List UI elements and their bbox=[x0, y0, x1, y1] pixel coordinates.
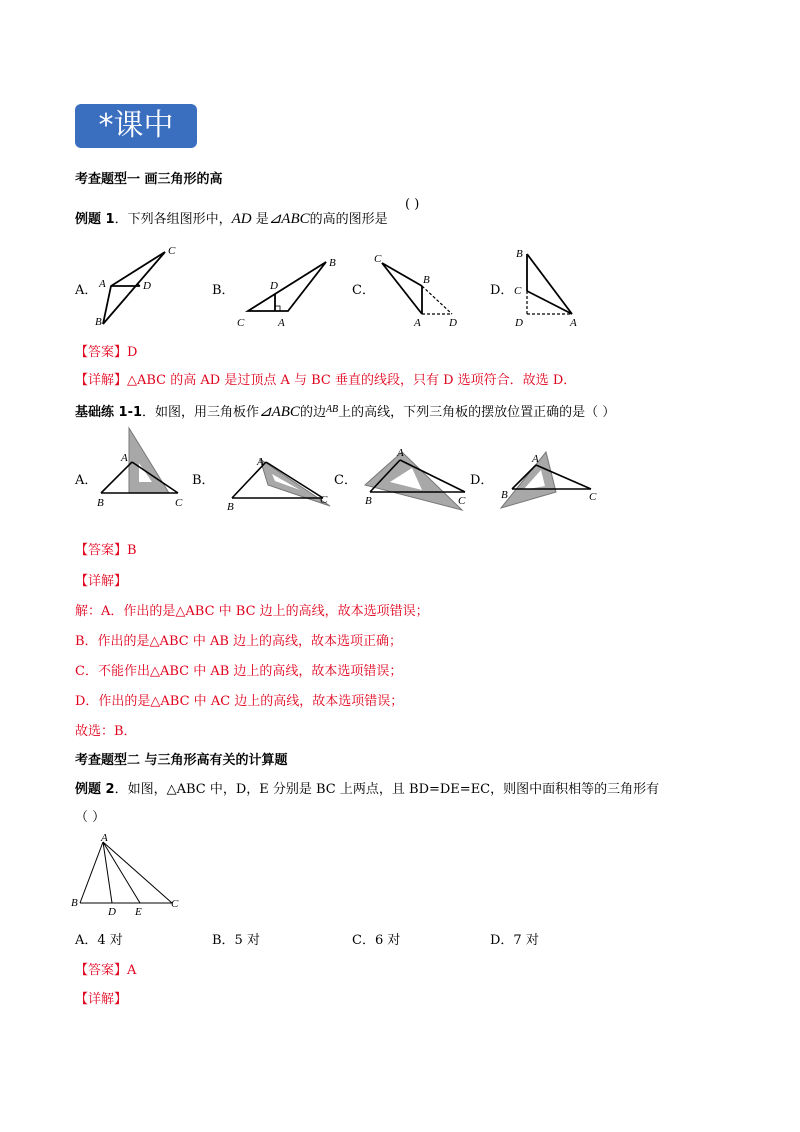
label: D bbox=[108, 906, 116, 917]
ex2-figure bbox=[68, 832, 180, 917]
q-text: ．下列各组图形中， bbox=[114, 212, 232, 227]
detail-line: 故选：B． bbox=[75, 724, 137, 739]
detail-line: B．作出的是△ABC 中 AB 边上的高线，故本选项正确； bbox=[75, 634, 403, 649]
label: B bbox=[95, 316, 102, 328]
label: D bbox=[515, 317, 523, 329]
example-1-question bbox=[75, 211, 388, 228]
practice-1-1-detail-head: 【详解】 bbox=[75, 574, 128, 589]
ex1-figure-b bbox=[228, 254, 343, 334]
lesson-badge: *课中 bbox=[75, 104, 197, 148]
label: A bbox=[278, 317, 285, 329]
label: B bbox=[423, 274, 430, 286]
label: B bbox=[227, 501, 234, 513]
label: B bbox=[501, 489, 508, 501]
q-text: ．如图，△ABC 中，D，E 分别是 BC 上两点，且 BD=DE=EC，则图中面积相等的三角形有 bbox=[114, 782, 660, 797]
label: C bbox=[175, 497, 183, 509]
label: A bbox=[257, 456, 264, 468]
label: C bbox=[458, 495, 466, 507]
ex1-option-a: A． bbox=[75, 283, 98, 298]
ex1-figure-c bbox=[370, 248, 470, 333]
pr-option-c: C． bbox=[334, 473, 357, 488]
label: C bbox=[168, 245, 176, 257]
section-title-2: 考查题型二 与三角形高有关的计算题 bbox=[75, 753, 288, 768]
ex1-option-c: C． bbox=[352, 283, 375, 298]
label: D bbox=[270, 280, 278, 292]
example-1-answer: 【答案】D bbox=[75, 345, 138, 360]
ex2-option-d: D．7 对 bbox=[490, 933, 539, 948]
example-2-label: 例题 2 bbox=[75, 782, 115, 797]
label: C bbox=[514, 285, 522, 297]
q-text: 的边 bbox=[299, 405, 326, 420]
ex2-option-b: B．5 对 bbox=[212, 933, 260, 948]
section-title-1: 考查题型一 画三角形的高 bbox=[75, 172, 223, 187]
detail-line: C．不能作出△ABC 中 AB 边上的高线，故本选项错误； bbox=[75, 664, 403, 679]
q-text: 上的高线，下列三角板的摆放位置正确的是（ ） bbox=[338, 405, 616, 420]
pr-option-a: A． bbox=[75, 473, 98, 488]
example-2-answer: 【答案】A bbox=[75, 963, 137, 978]
label: A bbox=[121, 452, 128, 464]
pr-figure-d bbox=[498, 448, 608, 513]
label: A bbox=[570, 317, 577, 329]
pr-figure-b bbox=[220, 448, 340, 518]
practice-1-1-answer: 【答案】B bbox=[75, 543, 137, 558]
q-text: ．如图，用三角板作 bbox=[142, 405, 260, 420]
label: A bbox=[414, 317, 421, 329]
ex1-figure-d bbox=[508, 242, 588, 332]
label: B bbox=[71, 897, 78, 909]
label: C bbox=[171, 898, 179, 910]
q-text: 是 bbox=[251, 212, 269, 227]
label: B bbox=[365, 495, 372, 507]
pr-figure-a bbox=[92, 425, 192, 510]
detail-line: D．作出的是△ABC 中 AC 边上的高线，故本选项错误； bbox=[75, 694, 404, 709]
var-ab: AB bbox=[325, 404, 339, 415]
pr-option-d: D． bbox=[470, 473, 494, 488]
label: C bbox=[589, 491, 597, 503]
ex1-option-b: B． bbox=[212, 283, 235, 298]
practice-1-1-question bbox=[75, 402, 615, 421]
label: E bbox=[135, 906, 142, 917]
pr-figure-c bbox=[360, 440, 475, 512]
label: A bbox=[397, 447, 404, 459]
var-abc: ⊿ABC bbox=[268, 211, 310, 227]
label: C bbox=[374, 253, 382, 265]
label: A bbox=[101, 832, 108, 844]
detail-line: 解：A．作出的是△ABC 中 BC 边上的高线，故本选项错误； bbox=[75, 604, 429, 619]
var-ad: AD bbox=[231, 211, 252, 227]
label: A bbox=[99, 278, 106, 290]
ex2-option-c: C．6 对 bbox=[352, 933, 401, 948]
ex1-figure-a bbox=[90, 242, 185, 332]
label: B bbox=[97, 497, 104, 509]
example-2-detail-head: 【详解】 bbox=[75, 992, 128, 1007]
ex2-option-a: A．4 对 bbox=[75, 933, 123, 948]
example-1-paren: ( ) bbox=[405, 197, 420, 212]
ex1-option-d: D． bbox=[490, 283, 514, 298]
example-1-detail: 【详解】△ABC 的高 AD 是过顶点 A 与 BC 垂直的线段，只有 D 选项符合．故选 D． bbox=[75, 373, 577, 388]
label: C bbox=[320, 494, 328, 506]
example-2-question bbox=[75, 782, 659, 798]
label: A bbox=[532, 453, 539, 465]
label: D bbox=[449, 317, 457, 329]
pr-option-b: B． bbox=[192, 473, 215, 488]
practice-1-1-label: 基础练 1-1 bbox=[75, 405, 143, 420]
var-abc: ⊿ABC bbox=[259, 404, 300, 420]
q-text: 的高的图形是 bbox=[309, 212, 388, 227]
example-2-paren: （ ） bbox=[75, 810, 106, 825]
label: B bbox=[329, 257, 336, 269]
example-1-label: 例题 1 bbox=[75, 212, 115, 227]
label: D bbox=[143, 280, 151, 292]
label: B bbox=[516, 248, 523, 260]
label: C bbox=[237, 317, 245, 329]
